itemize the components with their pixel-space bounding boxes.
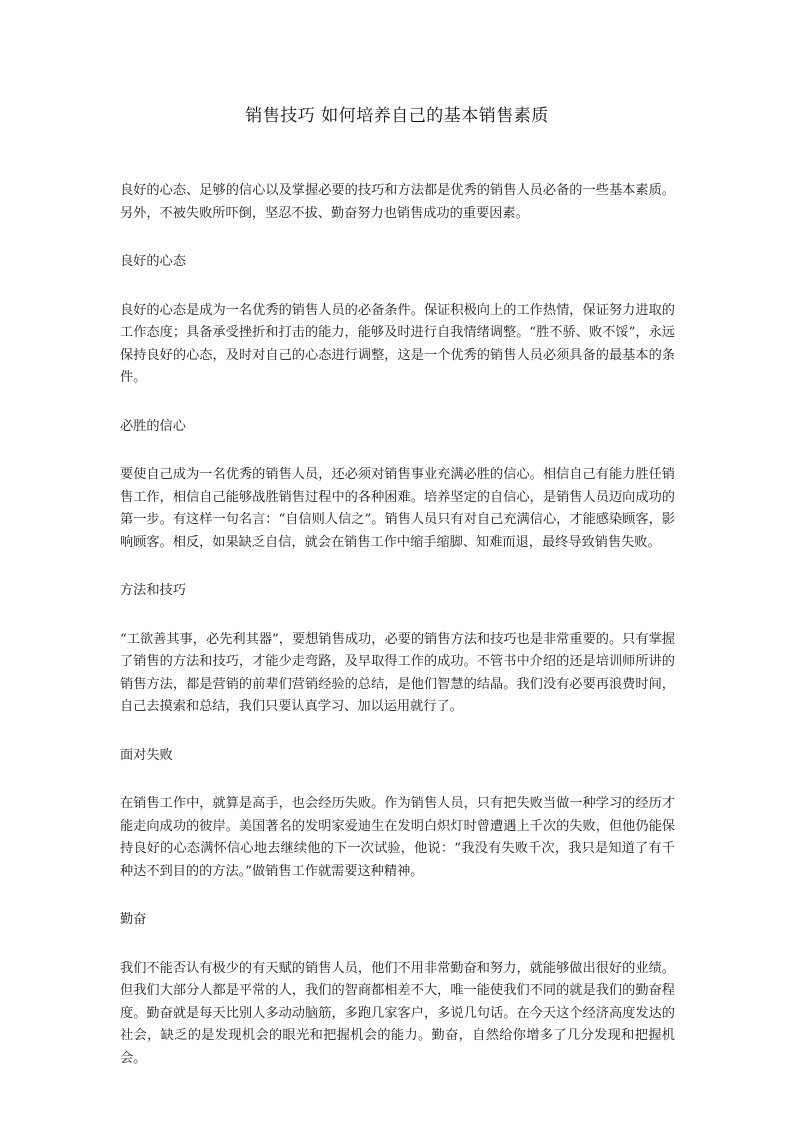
section-paragraph: 要使自己成为一名优秀的销售人员，还必须对销售事业充满必胜的信心。相信自己有能力胜任销售工作，相信自己能够战胜销售过程中的各种困难。培养坚定的自信心，是销售人员迈向成功的第一步。有这样一句名言：“自信则人信之”。销售人员只有对自己充满信心，才能感染顾客，影响顾客。相反，如果缺乏自信，就会在销售工作中缩手缩脚、知难而退，最终导致销售失败。 [120,467,675,550]
section-confidence [120,416,675,555]
document-title: 销售技巧 如何培养自己的基本销售素质 [245,106,549,126]
section-heading: 必胜的信心 [120,418,186,434]
section-heading: 方法和技巧 [120,583,186,598]
section-attitude [120,251,675,390]
section-paragraph: “工欲善其事，必先利其器”，要想销售成功，必要的销售方法和技巧也是非常重要的。只有掌握了销售的方法和技巧，才能少走弯路，及早取得工作的成功。不管书中介绍的还是培训师所讲的销售方法，都是营销的前辈们营销经验的总结，是他们智慧的结晶。我们没有必要再浪费时间，自己去摸索和总结，我们只要认真学习、加以运用就行了。 [120,631,675,714]
section-paragraph: 在销售工作中，就算是高手，也会经历失败。作为销售人员，只有把失败当做一种学习的经历才能走向成功的彼岸。美国著名的发明家爱迪生在发明白炽灯时曾遭遇上千次的失败，但他仍能保持良好的心态满怀信心地去继续他的下一次试验，他说：“我没有失败千次，我只是知道了有千种达不到目的的方法。”做销售工作就需要这种精神。 [120,796,675,879]
section-heading: 面对失败 [120,747,173,763]
document-body [120,180,675,1096]
section-failure [120,745,675,884]
section-heading: 勤奋 [120,912,147,927]
section-paragraph: 我们不能否认有极少的有天赋的销售人员，他们不用非常勤奋和努力，就能够做出很好的业绩。但我们大部分人都是平常的人，我们的智商都相差不大，唯一能使我们不同的就是我们的勤奋程度。勤奋就是每天比别人多动动脑筋，多跑几家客户，多说几句话。在今天这个经济高度发达的社会，缺乏的是发现机会的眼光和把握机会的能力。勤奋，自然给你增多了几分发现和把握机会。 [120,960,675,1066]
section-methods [120,580,675,719]
intro-paragraph: 良好的心态、足够的信心以及掌握必要的技巧和方法都是优秀的销售人员必备的一些基本素质。另外，不被失败所吓倒，坚忍不拔、勤奋努力也销售成功的重要因素。 [120,183,675,221]
section-heading: 良好的心态 [120,254,186,269]
section-diligence [120,909,675,1070]
section-paragraph: 良好的心态是成为一名优秀的销售人员的必备条件。保证积极向上的工作热情，保证努力进取的工作态度；具备承受挫折和打击的能力，能够及时进行自我情绪调整。“胜不骄、败不馁”，永远保持良好的心态，及时对自己的心态进行调整，这是一个优秀的销售人员必须具备的最基本的条件。 [120,302,675,385]
